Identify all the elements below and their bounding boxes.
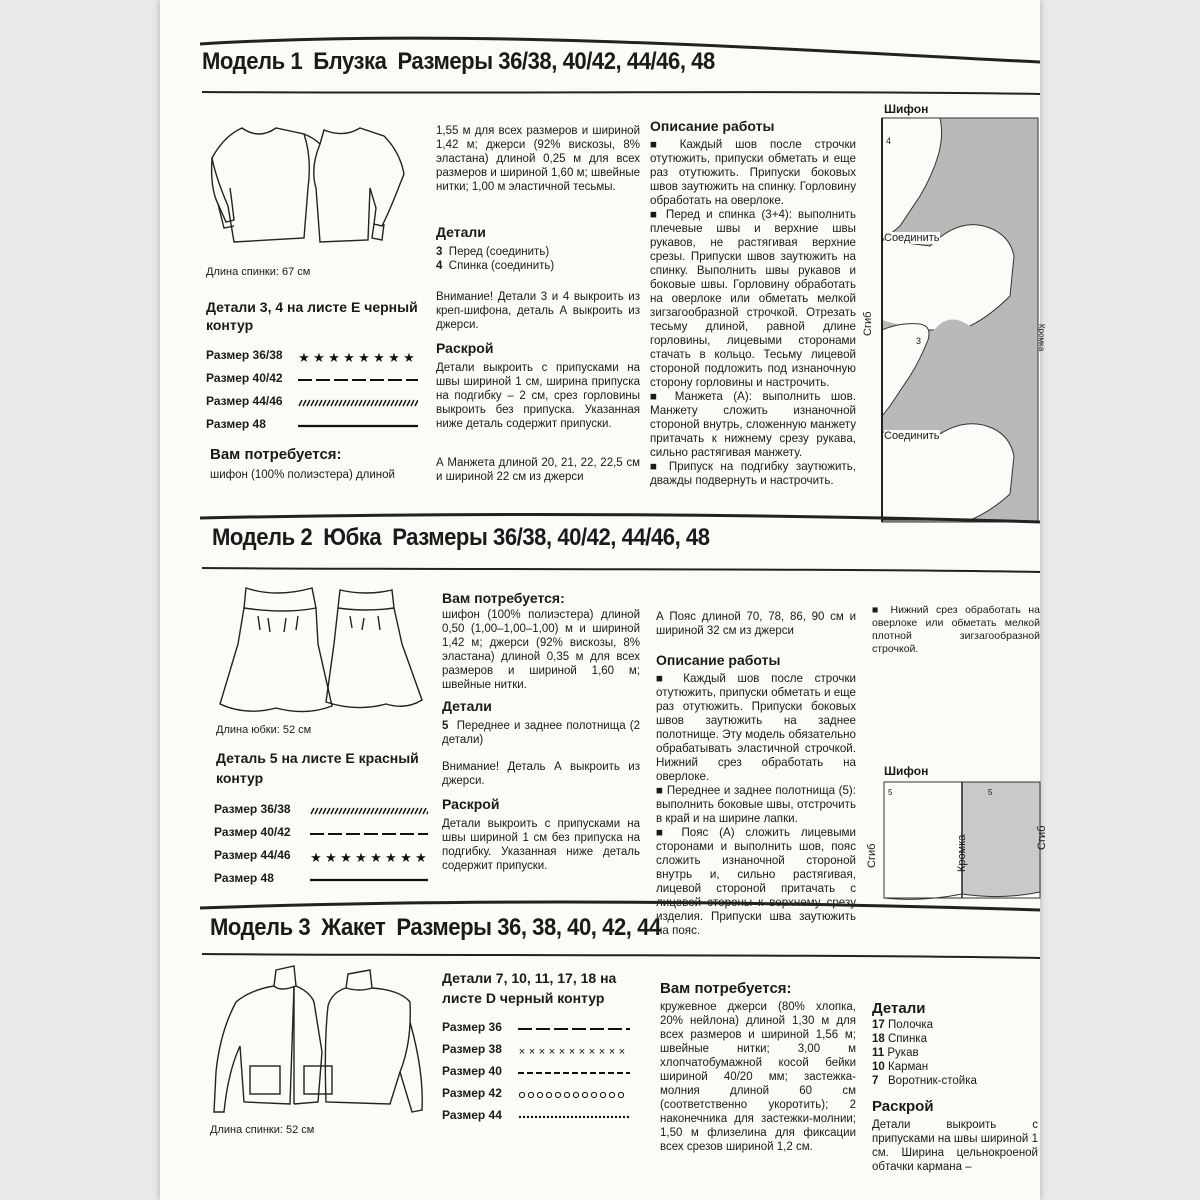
size-line — [518, 1020, 630, 1036]
model1-details-sheet: Детали 3, 4 на листе Е черный контур — [206, 299, 418, 333]
size-line — [518, 1064, 630, 1080]
svg-text:★: ★ — [403, 350, 415, 364]
model1-detail-item: 4 Спинка (соединить) — [436, 260, 555, 272]
model1-header-rule — [200, 34, 1040, 100]
model3-size-row — [442, 1042, 642, 1062]
size-line — [298, 394, 418, 410]
svg-text:×: × — [538, 1046, 546, 1058]
model2-belt: А Пояс длиной 70, 78, 86, 90 см и шириной 32 см из джерси — [656, 611, 856, 637]
model3-size-row — [442, 1064, 642, 1084]
size-line — [298, 371, 418, 387]
model3-detail-item: 10 Карман — [872, 1061, 929, 1073]
size-line — [518, 1108, 630, 1124]
model3-materials-title: Вам потребуется: — [660, 980, 792, 997]
model1-size-row — [206, 417, 426, 437]
size-line — [518, 1086, 630, 1102]
work-step: ■ Припуск на подгибку заутюжить, дважды подвернуть и настрочить. — [650, 460, 856, 487]
work-step: ■ Переднее и заднее полотнища (5): выполнить боковые швы, отстрочить в край и на ширине лапки. — [656, 784, 856, 825]
svg-text:×: × — [588, 1046, 596, 1058]
model2-pattern-fabric: Шифон — [884, 764, 929, 778]
model2-header: Модель 2 Юбка Размеры 36/38, 40/42, 44/46, 48 — [212, 524, 710, 551]
svg-text:★: ★ — [385, 850, 397, 864]
model1-materials-cont: 1,55 м для всех размеров и шириной 1,42 м; джерси (92% вискозы, 8% эластана) длиной 0,25 м для всех размеров и шириной 1,60 м; швейные нитки; 1,00 м эластичной тесьмы. — [436, 125, 640, 193]
model2-attention: Внимание! Деталь А выкроить из джерси. — [442, 761, 640, 787]
model2-materials: шифон (100% полиэстера) длиной 0,50 (1,00–1,00–1,00) м и шириной 1,42 м; джерси (92% вискозы, 8% эластана) длиной 0,35 м для всех размеров и шириной 1,60 м; швейные нитки. — [442, 609, 640, 691]
size-line — [518, 1042, 630, 1058]
size-label: Размер 38 — [442, 1042, 502, 1056]
svg-text:×: × — [598, 1046, 606, 1058]
model3-header: Модель 3 Жакет Размеры 36, 38, 40, 42, 44 — [210, 914, 661, 941]
model1-detail-item: 3 Перед (соединить) — [436, 246, 550, 258]
model1-attention: Внимание! Детали 3 и 4 выкроить из креп-шифона, деталь А выкроить из джерси. — [436, 291, 640, 331]
model1-cuff: А Манжета длиной 20, 21, 22, 22,5 см и шириной 22 см из джерси — [436, 457, 640, 483]
svg-text:×: × — [578, 1046, 586, 1058]
model1-materials-title: Вам потребуется: — [210, 446, 342, 463]
svg-text:★: ★ — [355, 850, 367, 864]
svg-text:★: ★ — [328, 350, 340, 364]
svg-text:★: ★ — [373, 350, 385, 364]
model2-materials-title: Вам потребуется: — [442, 590, 565, 606]
size-label: Размер 36 — [442, 1020, 502, 1034]
size-label: Размер 44/46 — [206, 394, 283, 408]
size-line-stars — [298, 348, 418, 364]
model1-pattern-selvage: Кромка — [1037, 324, 1046, 352]
svg-text:★: ★ — [325, 850, 337, 864]
size-line-stars — [310, 848, 428, 864]
model3-detail-item: 11 Рукав — [872, 1047, 919, 1059]
blouse-sketch — [204, 118, 414, 258]
model2-pattern-fold-left: Сгиб — [866, 843, 878, 868]
size-line-hatch — [298, 394, 418, 410]
jacket-sketch — [210, 962, 440, 1122]
size-label: Размер 40/42 — [206, 371, 283, 385]
model3-detail-item: 17 Полочка — [872, 1019, 934, 1031]
svg-text:★: ★ — [313, 350, 325, 364]
svg-text:×: × — [608, 1046, 616, 1058]
model2-cutting-title: Раскрой — [442, 796, 500, 812]
model1-pattern-join-top: Соединить — [884, 232, 940, 244]
model2-length-caption: Длина юбки: 52 см — [216, 724, 312, 736]
model1-cutting: Детали выкроить с припусками на швы шириной 1 см, ширина припуска на подгибку – 2 см, срез горловины выкроить без припуска. Указанная ниже деталь содержит припуски. — [436, 362, 640, 430]
svg-text:×: × — [568, 1046, 576, 1058]
size-line-solid — [298, 417, 418, 433]
model2-pattern-selvage: Кромка — [956, 834, 968, 872]
model3-materials: кружевное джерси (80% хлопка, 20% нейлона) длиной 1,30 м для всех размеров и шириной 1,56 м; швейные нитки; 3,00 м хлопчатобумажной косой бейки шириной 40/20 мм; застежка-молния длиной 60 см (соответственно укоротить); 2 наконечника для застежки-молнии; 1,50 м флизелина для фиксации всех срезов шириной 1,2 см. — [660, 1001, 856, 1153]
size-label: Размер 40 — [442, 1064, 502, 1078]
work-step: ■ Пояс (А) сложить лицевыми сторонами и выполнить шов, пояс сложить изнаночной стороной внутрь и, сильно растягивая, лицевой стороной притачать с лицевой стороны к верхнему срезу изделия. Припуски шва заутюжить на пояс. — [656, 826, 856, 937]
svg-text:×: × — [518, 1046, 526, 1058]
size-line-dash-long — [310, 825, 428, 841]
model1-pattern-num-4: 4 — [886, 136, 892, 146]
size-line — [310, 825, 428, 841]
size-label: Размер 40/42 — [214, 825, 291, 839]
model2-pattern-num-right: 5 — [988, 788, 993, 797]
model3-size-row — [442, 1086, 642, 1106]
model2-details-sheet: Деталь 5 на листе Е красный контур — [216, 750, 419, 786]
model3-details-sheet: Детали 7, 10, 11, 17, 18 на листе D черный контур — [442, 970, 617, 1006]
model1-materials-start: шифон (100% полиэстера) длиной — [210, 469, 395, 481]
size-label: Размер 36/38 — [214, 802, 291, 816]
size-line-dash-long — [518, 1020, 630, 1036]
model2-size-row — [214, 871, 436, 891]
model1-cutting-title: Раскрой — [436, 340, 494, 356]
work-step: ■ Каждый шов после строчки отутюжить, припуски обметать и еще раз отутюжить. Припуски боковых швов заутюжить на спинку. Горловину обработать на оверлоке. — [650, 138, 856, 207]
svg-text:★: ★ — [298, 350, 310, 364]
size-label: Размер 44 — [442, 1108, 502, 1122]
model1-length-caption: Длина спинки: 67 см — [206, 266, 311, 278]
model1-size-row — [206, 394, 426, 414]
size-label: Размер 42 — [442, 1086, 502, 1100]
magazine-page — [160, 0, 1048, 1200]
model2-cutting: Детали выкроить с припусками на швы шириной 1 см без припуска на подгибку. Указанная ниже деталь содержит припуски. — [442, 818, 640, 872]
model2-detail-item: 5 Переднее и заднее полотнища (2 детали) — [442, 720, 640, 746]
model1-details-title: Детали — [436, 224, 486, 240]
size-label: Размер 44/46 — [214, 848, 291, 862]
svg-text:★: ★ — [388, 350, 400, 364]
model1-work-title: Описание работы — [650, 118, 775, 134]
model3-detail-item: 7 Воротник-стойка — [872, 1075, 977, 1087]
model1-pattern-fabric: Шифон — [884, 102, 929, 116]
svg-text:★: ★ — [358, 350, 370, 364]
svg-text:★: ★ — [370, 850, 382, 864]
skirt-sketch — [216, 584, 436, 724]
model1-size-row — [206, 371, 426, 391]
model3-length-caption: Длина спинки: 52 см — [210, 1124, 315, 1136]
model3-size-row — [442, 1020, 642, 1040]
model1-pattern-join-bottom: Соединить — [884, 430, 940, 442]
model3-details-title: Детали — [872, 1000, 926, 1017]
size-line — [298, 417, 418, 433]
size-line-circles — [518, 1086, 630, 1102]
size-line — [298, 348, 418, 364]
size-label: Размер 48 — [214, 871, 274, 885]
model1-size-row — [206, 348, 426, 368]
svg-text:★: ★ — [400, 850, 412, 864]
size-line-dash-short — [518, 1064, 630, 1080]
model3-detail-item: 18 Спинка — [872, 1033, 927, 1045]
size-line-dash-long — [298, 371, 418, 387]
size-line-crosses — [518, 1042, 630, 1058]
model2-pattern-num-left: 5 — [888, 788, 893, 797]
model1-pattern-fold: Сгиб — [862, 311, 874, 336]
size-line-hatch — [310, 802, 428, 818]
model1-pattern-num-3: 3 — [916, 336, 922, 346]
model3-cutting: Детали выкроить с припусками на швы шириной 1 см. Ширина цельнокроеной обтачки кармана – — [872, 1119, 1038, 1173]
size-line — [310, 848, 428, 864]
size-label: Размер 36/38 — [206, 348, 283, 362]
size-line-solid — [310, 871, 428, 887]
svg-text:×: × — [558, 1046, 566, 1058]
model2-header-rule — [200, 512, 1040, 578]
model2-hem: ■ Нижний срез обработать на оверлоке или обметать мелкой плотной зигзагообразной строчкой. — [872, 604, 1040, 655]
size-label: Размер 48 — [206, 417, 266, 431]
model3-size-row — [442, 1108, 642, 1128]
size-line-dots — [518, 1108, 630, 1124]
model2-size-row — [214, 802, 436, 822]
svg-text:★: ★ — [310, 850, 322, 864]
work-step: ■ Манжета (А): выполнить шов. Манжету сложить изнаночной стороной внутрь, сложенную манжету притачать к нижнему срезу рукава, сильно растягивая манжету. — [650, 390, 856, 459]
model2-details-title: Детали — [442, 698, 492, 714]
model3-cutting-title: Раскрой — [872, 1098, 934, 1115]
model1-pattern-diagram — [880, 116, 1040, 526]
model1-work — [650, 138, 856, 488]
size-line — [310, 871, 428, 887]
model3-header-rule — [200, 898, 1040, 964]
model2-size-row — [214, 848, 436, 868]
svg-text:★: ★ — [415, 850, 427, 864]
work-step: ■ Перед и спинка (3+4): выполнить плечевые швы и верхние швы рукавов, не растягивая верхние срезы. Припуски швов заутюжить на спинку. Выполнить швы рукавов и боковые швы. Горловину обработать на оверлоке или обметать мелкой зигзагообразной строчкой. Отрезать тесьму длиной, равной длине горловины, лицевыми сторонами стачать в кольцо. Тесьму лицевой стороной подложить под изнаночную сторону горловины и настрочить. — [650, 208, 856, 389]
model1-header: Модель 1 Блузка Размеры 36/38, 40/42, 44/46, 48 — [202, 48, 715, 75]
model2-size-row — [214, 825, 436, 845]
svg-text:×: × — [548, 1046, 556, 1058]
model2-pattern-fold-right: Сгиб — [1036, 825, 1048, 850]
work-step: ■ Каждый шов после строчки отутюжить, припуски обметать и еще раз отутюжить. Припуски боковых швов заутюжить на заднее полотнище. Эту модель обязательно обрабатывать эластичной строчкой. Нижний срез обработать на оверлоке. — [656, 672, 856, 783]
svg-text:★: ★ — [340, 850, 352, 864]
svg-text:×: × — [528, 1046, 536, 1058]
model2-work-title: Описание работы — [656, 652, 781, 668]
svg-text:★: ★ — [343, 350, 355, 364]
svg-text:×: × — [618, 1046, 626, 1058]
size-line — [310, 802, 428, 818]
